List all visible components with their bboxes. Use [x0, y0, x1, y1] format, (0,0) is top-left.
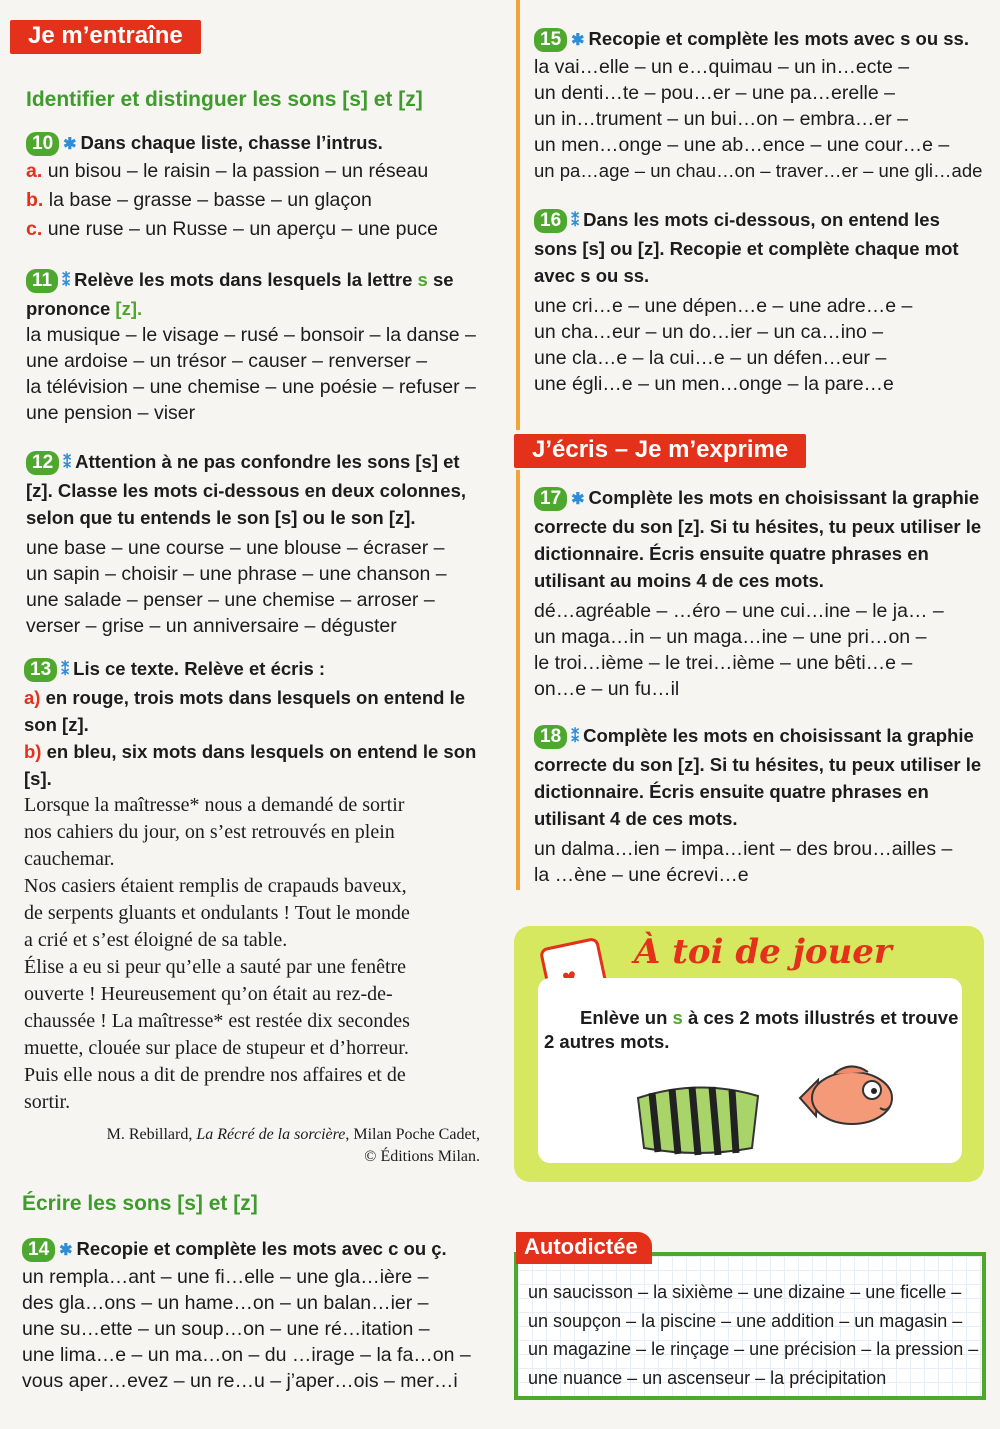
item-letter: b. — [26, 189, 44, 211]
sound-highlight: [z]. — [115, 298, 143, 319]
word-line: le troi…ième – le trei…ième – une bêti…e – — [534, 652, 913, 674]
game-text: à ces 2 mots illustrés et trouve — [687, 1007, 959, 1028]
word-line: un men…onge – une ab…ence – une cour…e – — [534, 134, 950, 156]
game-text: 2 autres mots. — [544, 1031, 670, 1052]
word-line: vous aper…evez – un re…u – j’aper…ois – mer…i — [22, 1370, 458, 1392]
word-line: un dalma…ien – impa…ient – des brou…ailles – — [534, 838, 953, 860]
double-star-icon: ⁑ — [61, 662, 70, 679]
text-line: chaussée ! La maîtresse* est restée dix secondes — [24, 1010, 410, 1032]
double-star-icon: ⁑ — [63, 455, 72, 472]
exercise-17 — [534, 484, 986, 702]
text-line: ouverte ! Heureusement qu’on était au rez-de- — [24, 983, 393, 1005]
citation-author: M. Rebillard, — [106, 1126, 193, 1143]
letter-highlight: s — [672, 1007, 683, 1028]
word-line: une ardoise – un trésor – causer – renverser – — [26, 350, 428, 372]
game-box — [514, 926, 984, 1182]
word-line: une salade – penser – une chemise – arroser – — [26, 589, 435, 611]
word-line: une cla…e – la cui…e – un défen…eur – — [534, 347, 887, 369]
exercise-14 — [22, 1236, 482, 1394]
exercise-instruction: Dans chaque liste, chasse l’intrus. — [80, 132, 383, 153]
item-letter: c. — [26, 218, 43, 240]
double-star-icon: ⁑ — [571, 213, 580, 230]
text-line: sortir. — [24, 1091, 71, 1113]
reading-text — [24, 792, 480, 1116]
word-line: un cha…eur – un do…ier – un ca…ino – — [534, 321, 884, 343]
subhead-identifier: Identifier et distinguer les sons [s] et [z] — [26, 88, 423, 111]
autodictee-tag: Autodictée — [516, 1232, 652, 1264]
game-instruction — [580, 1004, 980, 1031]
star-icon: ✱ — [59, 1242, 73, 1259]
section-tag-je-mentraine: Je m’entraîne — [10, 20, 201, 54]
word-line: la …ène – une écrevi…e — [534, 864, 749, 886]
exercise-instruction: Attention à ne pas confondre les sons [s] et [z]. Classe les mots ci-dessous en deux colonnes, selon que tu entends le son [s] ou le son [z]. — [26, 451, 467, 528]
word-line: des gla…ons – un hame…on – un balan…ier – — [22, 1292, 429, 1314]
exercise-instruction: Recopie et complète les mots avec s ou ss. — [588, 28, 969, 49]
word-line: la vai…elle – un e…quimau – un in…ecte – — [534, 56, 910, 78]
text-line: Lorsque la maîtresse* nous a demandé de sortir — [24, 794, 405, 816]
citation-copyright: © Éditions Milan. — [364, 1148, 480, 1165]
exercise-12 — [26, 448, 486, 639]
exercise-18 — [534, 722, 986, 888]
word-line: un soupçon – la piscine – une addition – un magasin – — [528, 1310, 963, 1331]
exercise-instruction: Recopie et complète les mots avec c ou ç. — [76, 1238, 447, 1259]
column-rule — [516, 470, 520, 890]
game-content — [538, 978, 962, 1163]
word-line: la musique – le visage – rusé – bonsoir – la danse – — [26, 324, 476, 346]
exercise-16 — [534, 206, 986, 397]
word-line: une su…ette – un soup…on – une ré…itation – — [22, 1318, 430, 1340]
word-line: on…e – un fu…il — [534, 678, 680, 700]
item-text: la base – grasse – basse – un glaçon — [48, 189, 372, 211]
exercise-15 — [534, 26, 986, 184]
item-text: un bisou – le raisin – la passion – un réseau — [47, 160, 429, 182]
double-star-icon: ⁑ — [571, 729, 580, 746]
word-line: un sapin – choisir – une phrase – une chanson – — [26, 563, 447, 585]
autodictee-text — [528, 1278, 978, 1392]
item-text: une ruse – un Russe – un aperçu – une puce — [47, 218, 438, 240]
exercise-11 — [26, 266, 486, 426]
double-star-icon: ⁑ — [62, 273, 71, 290]
exercise-number: 11 — [26, 269, 58, 293]
word-line: une égli…e – un men…onge – la pare…e — [534, 373, 894, 395]
text-line: Nos casiers étaient remplis de crapauds baveux, — [24, 875, 407, 897]
word-line: un magazine – le rinçage – une précision – la pression – — [528, 1339, 979, 1359]
item-letter: b) — [24, 741, 42, 762]
word-line: un pa…age – un chau…on – traver…er – une gli…ade — [534, 160, 983, 181]
game-text: Enlève un — [580, 1007, 668, 1028]
text-line: muette, clouée sur place de stupeur et d’horreur. — [24, 1037, 409, 1059]
exercise-number: 18 — [534, 725, 567, 749]
text-line: de serpents gluants et ondulants ! Tout le monde — [24, 902, 410, 924]
citation-title: La Récré de la sorcière — [196, 1126, 346, 1143]
word-line: une base – une course – une blouse – écraser – — [26, 537, 445, 559]
exercise-instruction: Relève les mots dans lesquels la lettre — [74, 269, 413, 290]
citation-publisher: , Milan Poche Cadet, — [345, 1126, 480, 1143]
word-line: un maga…in – un maga…ine – une pri…on – — [534, 626, 927, 648]
word-line: verser – grise – un anniversaire – déguster — [26, 615, 397, 637]
word-line: un in…trument – un bui…on – embra…er – — [534, 108, 908, 130]
word-line: un rempla…ant – une fi…elle – une gla…ière – — [22, 1266, 429, 1288]
exercise-instruction: Dans les mots ci-dessous, on entend les sons [s] ou [z]. Recopie et complète chaque mot avec s ou ss. — [534, 209, 959, 286]
word-line: dé…agréable – …éro – une cui…ine – le ja… – — [534, 600, 944, 622]
star-icon: ✱ — [63, 136, 77, 153]
word-line: un saucisson – la sixième – une dizaine – une ficelle – — [528, 1282, 962, 1302]
exercise-instruction: Lis ce texte. Relève et écris : — [73, 658, 326, 679]
exercise-number: 14 — [22, 1238, 55, 1262]
text-line: nos cahiers du jour, on s’est retrouvés en plein — [24, 821, 395, 843]
exercise-number: 16 — [534, 209, 567, 233]
exercise-10 — [26, 130, 486, 242]
fish-icon — [794, 1058, 904, 1138]
star-icon: ✱ — [571, 491, 585, 508]
exercise-instruction: se prononce — [26, 269, 454, 319]
exercise-number: 12 — [26, 451, 59, 475]
text-line: a crié et s’est éloigné de sa table. — [24, 929, 288, 951]
section-tag-jecris: J’écris – Je m’exprime — [514, 434, 806, 468]
text-line: Élise a eu si peur qu’elle a sauté par une fenêtre — [24, 956, 407, 978]
word-line: une lima…e – un ma…on – du …irage – la fa…on – — [22, 1344, 471, 1366]
exercise-instruction: en rouge, trois mots dans lesquels on entend le son [z]. — [24, 687, 466, 735]
star-icon: ✱ — [571, 32, 585, 49]
exercise-number: 10 — [26, 132, 59, 156]
item-letter: a. — [26, 160, 43, 182]
exercise-number: 15 — [534, 28, 567, 52]
letter-highlight: s — [417, 269, 428, 290]
exercise-number: 17 — [534, 487, 567, 511]
column-rule — [516, 0, 520, 430]
exercise-instruction: Complète les mots en choisissant la graphie correcte du son [z]. Si tu hésites, tu peux utiliser le dictionnaire. Écris ensuite quatre phrases en utilisant au moins 4 de ces mots. — [534, 487, 982, 591]
word-line: une cri…e – une dépen…e – une adre…e – — [534, 295, 913, 317]
citation — [24, 1124, 480, 1168]
word-line: un denti…te – pou…er – une pa…erelle – — [534, 82, 895, 104]
autodictee-box — [514, 1252, 986, 1400]
word-line: une pension – viser — [26, 402, 196, 424]
word-line: la télévision – une chemise – une poésie – refuser – — [26, 376, 476, 398]
word-line: une nuance – un ascenseur – la précipitation — [528, 1367, 887, 1388]
cushion-icon — [628, 1078, 768, 1158]
text-line: cauchemar. — [24, 848, 115, 870]
exercise-number: 13 — [24, 658, 57, 682]
exercise-instruction: en bleu, six mots dans lesquels on entend le son [s]. — [24, 741, 477, 789]
game-title: À toi de jouer — [634, 932, 892, 972]
subhead-ecrire: Écrire les sons [s] et [z] — [22, 1192, 258, 1215]
text-line: Puis elle nous a dit de prendre nos affaires et de — [24, 1064, 406, 1086]
item-letter: a) — [24, 687, 41, 708]
exercise-instruction: Complète les mots en choisissant la graphie correcte du son [z]. Si tu hésites, tu peux utiliser le dictionnaire. Écris ensuite quatre phrases en utilisant 4 de ces mots. — [534, 725, 982, 829]
exercise-13 — [24, 656, 480, 1168]
